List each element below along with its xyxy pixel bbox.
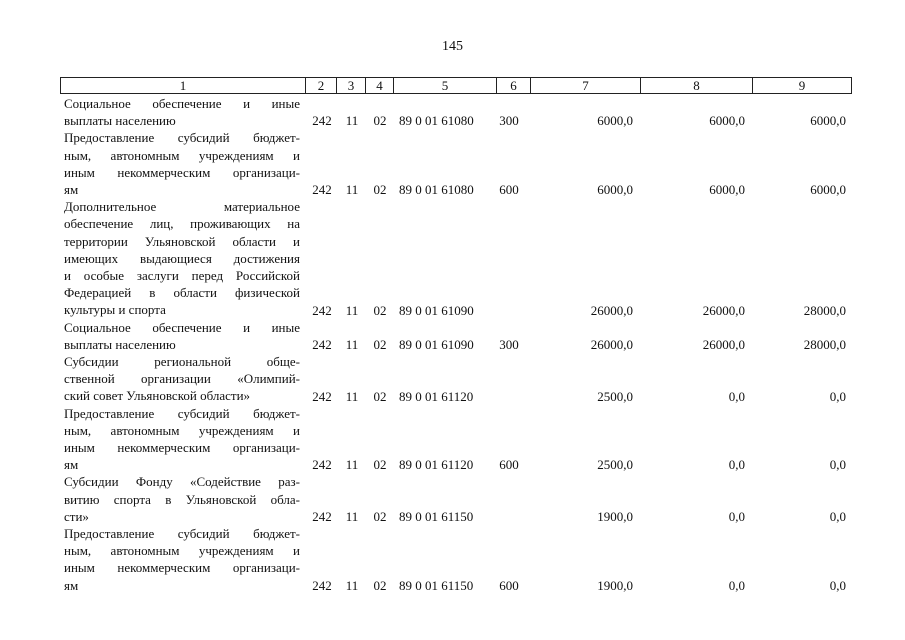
code-cell: 242	[312, 577, 332, 593]
code-cell: 242	[312, 182, 332, 198]
value-year1-cell: 26000,0	[590, 336, 633, 352]
code-cell: 242	[312, 508, 332, 524]
description-line: Субсидии региональной обще-	[64, 354, 300, 369]
description-line: Предоставление субсидий бюджет-	[64, 405, 300, 421]
value-year2-cell: 0,0	[728, 508, 745, 524]
subsection-cell: 02	[373, 508, 387, 524]
type-cell: 300	[499, 113, 519, 129]
value-year3-cell: 6000,0	[810, 113, 846, 129]
description-line: иным некоммерческим организаци-	[64, 164, 300, 180]
value-year2-cell: 6000,0	[709, 182, 745, 198]
header-col-2: 2	[306, 78, 337, 93]
row-description	[64, 198, 300, 318]
table-row	[0, 525, 905, 594]
description-line: культуры и спорта	[64, 302, 166, 318]
article-cell: 89 0 01 61090	[399, 336, 474, 352]
subsection-cell: 02	[373, 388, 387, 404]
description-line: ным, автономным учреждениям и	[64, 422, 300, 438]
table-row	[0, 198, 905, 318]
value-year2-cell: 26000,0	[702, 336, 745, 352]
type-cell: 600	[499, 577, 519, 593]
value-year1-cell: 1900,0	[597, 577, 633, 593]
description-line: Дополнительное материальное	[64, 199, 300, 215]
row-description	[64, 525, 300, 594]
table-row	[0, 319, 905, 353]
header-col-4: 4	[366, 78, 394, 93]
type-cell: 600	[499, 457, 519, 473]
description-line: Социальное обеспечение и иные	[64, 96, 300, 111]
page-number: 145	[442, 39, 463, 54]
subsection-cell: 02	[373, 182, 387, 198]
description-line: территории Ульяновской области и	[64, 233, 300, 249]
row-description	[64, 473, 300, 525]
table-row	[0, 473, 905, 525]
table-row	[0, 95, 905, 129]
description-line: ский совет Ульяновской области»	[64, 388, 251, 404]
row-description	[64, 405, 300, 474]
article-cell: 89 0 01 61120	[399, 457, 474, 473]
description-line: выплаты населению	[64, 113, 176, 129]
section-cell: 11	[345, 457, 359, 473]
code-cell: 242	[312, 457, 332, 473]
subsection-cell: 02	[373, 336, 387, 352]
row-description	[64, 319, 300, 353]
article-cell: 89 0 01 61150	[399, 577, 474, 593]
code-cell: 242	[312, 388, 332, 404]
article-cell: 89 0 01 61090	[399, 302, 474, 318]
value-year3-cell: 28000,0	[803, 336, 846, 352]
value-year1-cell: 2500,0	[597, 457, 633, 473]
value-year2-cell: 0,0	[728, 388, 745, 404]
description-line: Субсидии Фонду «Содействие раз-	[64, 474, 300, 490]
section-cell: 11	[345, 182, 359, 198]
value-year3-cell: 28000,0	[803, 302, 846, 318]
code-cell: 242	[312, 113, 332, 129]
value-year1-cell: 1900,0	[597, 508, 633, 524]
type-cell: 300	[499, 336, 519, 352]
code-cell: 242	[312, 302, 332, 318]
subsection-cell: 02	[373, 457, 387, 473]
description-line: ным, автономным учреждениям и	[64, 543, 300, 559]
section-cell: 11	[345, 336, 359, 352]
description-line: Предоставление субсидий бюджет-	[64, 526, 300, 541]
value-year3-cell: 0,0	[829, 457, 846, 473]
value-year3-cell: 0,0	[829, 577, 846, 593]
section-cell: 11	[345, 302, 359, 318]
subsection-cell: 02	[373, 113, 387, 129]
description-line: имеющих выдающиеся достижения	[64, 250, 300, 266]
header-col-9: 9	[798, 78, 806, 93]
section-cell: 11	[345, 577, 359, 593]
table-row	[0, 353, 905, 405]
subsection-cell: 02	[373, 302, 387, 318]
row-description	[64, 129, 300, 198]
table-header-row	[60, 77, 852, 94]
type-cell: 600	[499, 182, 519, 198]
description-line: ям	[64, 182, 79, 197]
article-cell: 89 0 01 61080	[399, 113, 474, 129]
description-line: иным некоммерческим организаци-	[64, 560, 300, 576]
subsection-cell: 02	[373, 577, 387, 593]
header-col-8: 8	[641, 78, 753, 93]
row-description	[64, 95, 300, 129]
header-col-5: 5	[394, 78, 497, 93]
section-cell: 11	[345, 508, 359, 524]
value-year1-cell: 2500,0	[597, 388, 633, 404]
header-col-3: 3	[337, 78, 366, 93]
value-year2-cell: 0,0	[728, 577, 745, 593]
header-col-7: 7	[531, 78, 641, 93]
description-line: сти»	[64, 508, 89, 524]
value-year1-cell: 26000,0	[590, 302, 633, 318]
value-year2-cell: 26000,0	[702, 302, 745, 318]
table-row	[0, 405, 905, 474]
header-col-6: 6	[497, 78, 531, 93]
value-year2-cell: 0,0	[728, 457, 745, 473]
description-line: Федерацией в области физической	[64, 285, 300, 301]
value-year3-cell: 6000,0	[810, 182, 846, 198]
section-cell: 11	[345, 113, 359, 129]
article-cell: 89 0 01 61080	[399, 182, 474, 198]
article-cell: 89 0 01 61120	[399, 388, 474, 404]
description-line: Социальное обеспечение и иные	[64, 319, 300, 335]
value-year1-cell: 6000,0	[597, 113, 633, 129]
description-line: ям	[64, 457, 79, 473]
description-line: Предоставление субсидий бюджет-	[64, 130, 300, 146]
value-year1-cell: 6000,0	[597, 182, 633, 198]
description-line: ственной организации «Олимпий-	[64, 371, 300, 387]
value-year3-cell: 0,0	[829, 388, 846, 404]
header-col-1: 1	[61, 78, 306, 93]
description-line: ям	[64, 577, 79, 593]
section-cell: 11	[345, 388, 359, 404]
description-line: и особые заслуги перед Российской	[64, 268, 300, 283]
row-description	[64, 353, 300, 405]
value-year2-cell: 6000,0	[709, 113, 745, 129]
description-line: ным, автономным учреждениям и	[64, 147, 300, 163]
table-row	[0, 129, 905, 198]
description-line: выплаты населению	[64, 336, 176, 352]
value-year3-cell: 0,0	[829, 508, 846, 524]
code-cell: 242	[312, 336, 332, 352]
description-line: обеспечение лиц, проживающих на	[64, 216, 300, 232]
article-cell: 89 0 01 61150	[399, 508, 474, 524]
description-line: иным некоммерческим организаци-	[64, 440, 300, 455]
description-line: витию спорта в Ульяновской обла-	[64, 491, 300, 507]
